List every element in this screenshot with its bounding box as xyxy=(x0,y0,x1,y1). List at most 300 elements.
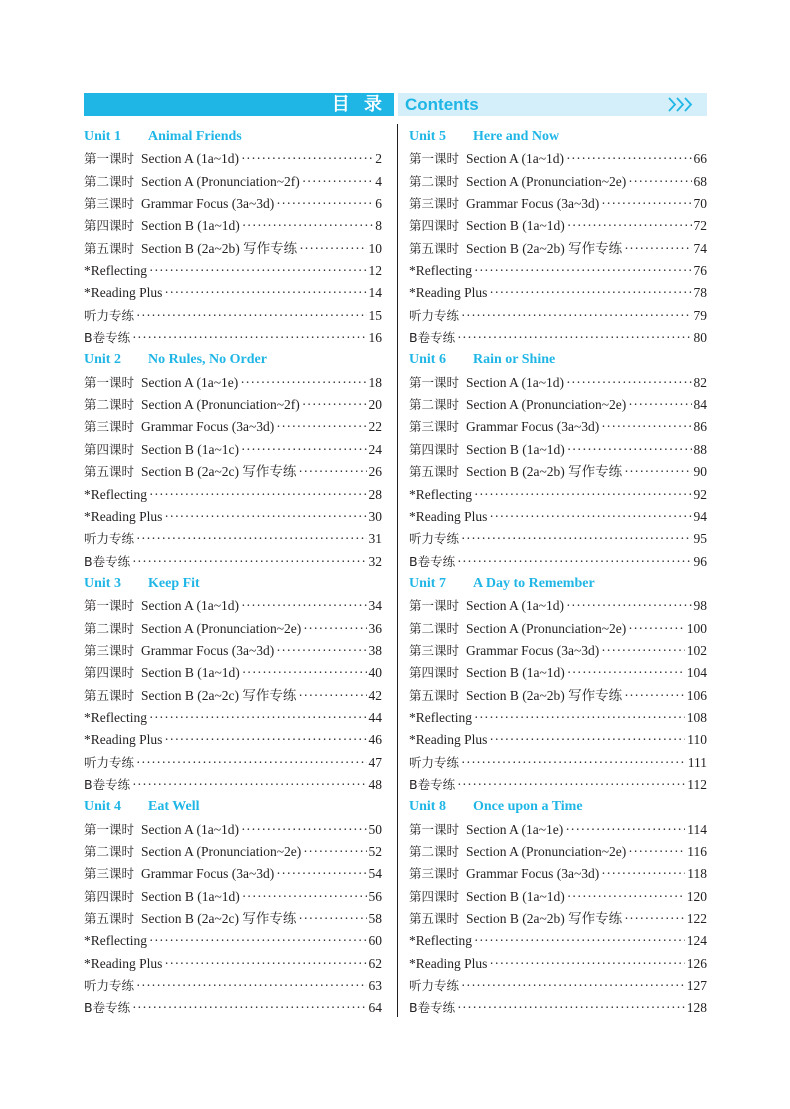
page-number: 20 xyxy=(368,397,382,413)
entry-lead: 听力专练 xyxy=(409,307,460,323)
dot-leader xyxy=(149,260,367,282)
toc-entry[interactable] xyxy=(84,662,382,684)
unit-title[interactable] xyxy=(84,349,382,371)
dot-leader xyxy=(242,662,367,684)
dot-leader xyxy=(136,528,366,550)
dot-leader xyxy=(628,394,691,416)
entry-lead: 第五课时 xyxy=(84,464,135,480)
unit-name: Keep Fit xyxy=(148,575,200,591)
entry-lead: *Reflecting xyxy=(84,486,147,502)
unit-number: Unit 3 xyxy=(84,575,121,591)
page-number: 110 xyxy=(687,732,707,748)
toc-entry[interactable] xyxy=(409,886,707,908)
dot-leader xyxy=(489,282,691,304)
dot-leader xyxy=(132,997,366,1019)
entry-lead: 第五课时 xyxy=(409,464,460,480)
toc-entry[interactable] xyxy=(409,640,707,662)
toc-entry[interactable] xyxy=(84,953,382,975)
toc-entry[interactable] xyxy=(409,707,707,729)
toc-entry[interactable] xyxy=(84,908,382,930)
entry-label: Section A (Pronunciation~2f) xyxy=(141,397,300,413)
toc-entry[interactable] xyxy=(409,416,707,438)
toc-entry[interactable] xyxy=(409,685,707,707)
entry-lead: 第一课时 xyxy=(84,374,135,390)
entry-label: Section A (1a~1d) xyxy=(141,598,240,614)
toc-entry[interactable] xyxy=(409,953,707,975)
dot-leader xyxy=(457,774,685,796)
entry-lead: 第四课时 xyxy=(84,441,135,457)
entry-label: Section A (Pronunciation~2e) xyxy=(466,173,627,189)
entry-lead: B卷专练 xyxy=(409,1000,456,1016)
page-number: 42 xyxy=(368,687,382,703)
entry-lead: 第五课时 xyxy=(84,911,135,927)
entry-lead: *Reading Plus xyxy=(409,508,488,524)
entry-lead: *Reading Plus xyxy=(84,508,163,524)
toc-entry[interactable] xyxy=(409,997,707,1019)
dot-leader xyxy=(136,975,366,997)
toc-entry[interactable] xyxy=(84,484,382,506)
dot-leader xyxy=(624,685,685,707)
dot-leader xyxy=(132,551,366,573)
entry-lead: B卷专练 xyxy=(409,553,456,569)
toc-entry[interactable] xyxy=(409,551,707,573)
page-number: 96 xyxy=(693,553,707,569)
page-number: 10 xyxy=(368,240,382,256)
page-number: 112 xyxy=(687,776,707,792)
dot-leader xyxy=(489,953,684,975)
entry-label: Grammar Focus (3a~3d) xyxy=(466,642,600,658)
entry-lead: *Reading Plus xyxy=(84,285,163,301)
dot-leader xyxy=(457,327,691,349)
entry-label: Section A (Pronunciation~2e) xyxy=(141,620,302,636)
page-number: 8 xyxy=(375,218,382,234)
entry-lead: 第四课时 xyxy=(409,665,460,681)
toc-entry[interactable] xyxy=(84,394,382,416)
dot-leader xyxy=(241,439,366,461)
page-number: 124 xyxy=(686,933,707,949)
page-number: 90 xyxy=(693,464,707,480)
toc-entry[interactable] xyxy=(409,372,707,394)
entry-lead: B卷专练 xyxy=(84,776,131,792)
dot-leader xyxy=(624,908,685,930)
toc-entry[interactable] xyxy=(409,841,707,863)
dot-leader xyxy=(242,886,367,908)
entry-lead: 第三课时 xyxy=(84,642,135,658)
entry-lead: 第四课时 xyxy=(409,888,460,904)
toc-entry[interactable] xyxy=(84,528,382,550)
entry-lead: B卷专练 xyxy=(84,330,131,346)
page-number: 74 xyxy=(693,240,707,256)
entry-label: Section B (2a~2b) 写作专练 xyxy=(466,240,623,256)
toc-entry[interactable] xyxy=(409,215,707,237)
page-number: 2 xyxy=(375,151,382,167)
page-number: 52 xyxy=(368,844,382,859)
unit-title[interactable] xyxy=(84,573,382,595)
toc-column-right xyxy=(409,126,707,1020)
dot-leader xyxy=(276,640,366,662)
entry-lead: 第一课时 xyxy=(409,151,460,167)
entry-lead: *Reading Plus xyxy=(84,732,163,748)
contents-header xyxy=(84,93,707,116)
dot-leader xyxy=(298,908,366,930)
toc-entry[interactable] xyxy=(409,327,707,349)
entry-lead: 听力专练 xyxy=(84,754,135,770)
page-number: 26 xyxy=(368,464,382,480)
unit-name: Here and Now xyxy=(473,129,560,144)
dot-leader xyxy=(164,282,366,304)
page-number: 62 xyxy=(368,955,382,971)
toc-entry[interactable] xyxy=(84,863,382,885)
toc-entry[interactable] xyxy=(84,886,382,908)
entry-lead: 第一课时 xyxy=(84,821,135,837)
entry-label: Section A (1a~1e) xyxy=(466,821,564,837)
page-number: 46 xyxy=(368,732,382,748)
page-number: 44 xyxy=(368,709,382,725)
entry-lead: *Reflecting xyxy=(84,263,147,279)
dot-leader xyxy=(474,484,692,506)
page-number: 114 xyxy=(687,821,707,837)
dot-leader xyxy=(298,461,366,483)
toc-entry[interactable] xyxy=(84,260,382,282)
entry-lead: 第三课时 xyxy=(409,642,460,658)
page-number: 50 xyxy=(368,821,382,837)
toc-entry[interactable] xyxy=(84,171,382,193)
dot-leader xyxy=(457,551,691,573)
page-number: 92 xyxy=(693,486,707,502)
unit-title[interactable] xyxy=(84,126,382,148)
entry-lead: 第一课时 xyxy=(409,598,460,614)
entry-lead: 听力专练 xyxy=(84,978,135,994)
toc-column-left xyxy=(84,126,382,1020)
unit-title[interactable] xyxy=(84,796,382,818)
dot-leader xyxy=(298,685,366,707)
toc-entry[interactable] xyxy=(84,416,382,438)
entry-lead: *Reflecting xyxy=(409,709,472,725)
dot-leader xyxy=(164,953,366,975)
page-number: 79 xyxy=(693,307,707,323)
entry-lead: *Reflecting xyxy=(409,263,472,279)
entry-lead: 第一课时 xyxy=(409,821,460,837)
toc-entry[interactable] xyxy=(84,819,382,841)
toc-entry[interactable] xyxy=(84,238,382,260)
unit-title[interactable] xyxy=(409,126,707,148)
dot-leader xyxy=(242,215,373,237)
dot-leader xyxy=(276,863,366,885)
toc-entry[interactable] xyxy=(84,640,382,662)
toc-entry[interactable] xyxy=(409,528,707,550)
toc-entry[interactable] xyxy=(84,439,382,461)
dot-leader xyxy=(303,618,366,640)
dot-leader xyxy=(624,461,691,483)
dot-leader xyxy=(489,506,691,528)
page-number: 118 xyxy=(687,866,707,882)
entry-label: Grammar Focus (3a~3d) xyxy=(466,866,600,882)
toc-entry[interactable] xyxy=(409,729,707,751)
entry-label: Section A (Pronunciation~2f) xyxy=(141,173,300,189)
toc-entry[interactable] xyxy=(84,282,382,304)
page-number: 108 xyxy=(686,709,707,725)
toc-entry[interactable] xyxy=(84,707,382,729)
entry-lead: 第四课时 xyxy=(84,888,135,904)
toc-entry[interactable] xyxy=(409,662,707,684)
toc-entry[interactable] xyxy=(409,506,707,528)
toc-entry[interactable] xyxy=(409,863,707,885)
header-title-en: Contents xyxy=(405,95,479,114)
entry-lead: 第三课时 xyxy=(409,419,460,435)
toc-entry[interactable] xyxy=(409,618,707,640)
page-number: 24 xyxy=(368,441,382,457)
entry-lead: *Reading Plus xyxy=(409,732,488,748)
toc-entry[interactable] xyxy=(84,774,382,796)
dot-leader xyxy=(601,416,691,438)
entry-lead: 第四课时 xyxy=(409,218,460,234)
entry-label: Section B (2a~2b) 写作专练 xyxy=(466,687,623,703)
toc-entry[interactable] xyxy=(84,729,382,751)
entry-label: Section A (1a~1d) xyxy=(466,151,565,167)
entry-lead: B卷专练 xyxy=(84,553,131,569)
page-number: 18 xyxy=(368,374,382,390)
dot-leader xyxy=(302,171,373,193)
entry-label: Section A (1a~1e) xyxy=(141,374,239,390)
page-number: 28 xyxy=(368,486,382,502)
dot-leader xyxy=(567,439,692,461)
page-number: 78 xyxy=(693,285,707,301)
toc-entry[interactable] xyxy=(84,327,382,349)
entry-label: Grammar Focus (3a~3d) xyxy=(466,196,600,212)
entry-lead: *Reflecting xyxy=(84,933,147,949)
dot-leader xyxy=(566,372,691,394)
entry-label: Section B (1a~1d) xyxy=(141,218,240,234)
entry-lead: 第五课时 xyxy=(84,687,135,703)
page-number: 40 xyxy=(368,665,382,681)
page-number: 31 xyxy=(368,531,382,547)
page-number: 70 xyxy=(693,196,707,212)
page-number: 95 xyxy=(693,531,707,547)
toc-entry[interactable] xyxy=(84,461,382,483)
page-number: 76 xyxy=(693,263,707,279)
toc-entry[interactable] xyxy=(409,439,707,461)
header-bar-light xyxy=(398,93,707,116)
entry-label: Section B (2a~2c) 写作专练 xyxy=(141,687,297,703)
page-number: 68 xyxy=(693,173,707,189)
dot-leader xyxy=(567,886,685,908)
entry-lead: 第五课时 xyxy=(84,240,135,256)
entry-label: Section B (2a~2b) 写作专练 xyxy=(141,240,298,256)
entry-lead: 第五课时 xyxy=(409,240,460,256)
dot-leader xyxy=(302,394,367,416)
dot-leader xyxy=(461,305,691,327)
toc-entry[interactable] xyxy=(84,975,382,997)
page-number: 64 xyxy=(368,1000,382,1016)
unit-number: Unit 6 xyxy=(409,352,446,368)
entry-label: Section A (Pronunciation~2e) xyxy=(466,620,627,636)
page-number: 128 xyxy=(686,1000,707,1016)
toc-entry[interactable] xyxy=(84,752,382,774)
toc-entry[interactable] xyxy=(84,506,382,528)
entry-label: Section A (1a~1d) xyxy=(141,151,240,167)
toc-entry[interactable] xyxy=(409,774,707,796)
dot-leader xyxy=(474,930,685,952)
page-number: 16 xyxy=(368,330,382,346)
entry-lead: 听力专练 xyxy=(84,307,135,323)
toc-entry[interactable] xyxy=(409,484,707,506)
unit-title[interactable] xyxy=(409,349,707,371)
entry-lead: 第三课时 xyxy=(84,419,135,435)
entry-lead: 第二课时 xyxy=(409,844,460,859)
entry-lead: 第一课时 xyxy=(84,151,135,167)
page-number: 48 xyxy=(368,776,382,792)
toc-entry[interactable] xyxy=(409,282,707,304)
entry-lead: B卷专练 xyxy=(84,1000,131,1016)
toc-entry[interactable] xyxy=(84,193,382,215)
entry-lead: B卷专练 xyxy=(409,776,456,792)
toc-entry[interactable] xyxy=(409,305,707,327)
toc-entry[interactable] xyxy=(84,551,382,573)
entry-lead: 第一课时 xyxy=(84,598,135,614)
entry-lead: *Reflecting xyxy=(409,486,472,502)
toc-entry[interactable] xyxy=(409,595,707,617)
page-number: 4 xyxy=(375,173,382,189)
toc-entry[interactable] xyxy=(409,260,707,282)
entry-label: Section B (2a~2c) 写作专练 xyxy=(141,464,297,480)
dot-leader xyxy=(461,528,691,550)
entry-label: Section B (2a~2b) 写作专练 xyxy=(466,911,623,927)
page-number: 120 xyxy=(686,888,707,904)
toc-entry[interactable] xyxy=(84,930,382,952)
entry-label: Section A (1a~1d) xyxy=(466,598,565,614)
toc-entry[interactable] xyxy=(409,752,707,774)
page-number: 86 xyxy=(693,419,707,435)
dot-leader xyxy=(601,640,684,662)
dot-leader xyxy=(601,193,691,215)
entry-label: Section B (2a~2b) 写作专练 xyxy=(466,464,623,480)
entry-lead: 听力专练 xyxy=(409,531,460,547)
entry-lead: *Reflecting xyxy=(409,933,472,949)
page-number: 30 xyxy=(368,508,382,524)
toc-entry[interactable] xyxy=(84,685,382,707)
dot-leader xyxy=(628,171,691,193)
toc-entry[interactable] xyxy=(409,461,707,483)
toc-entry[interactable] xyxy=(409,171,707,193)
dot-leader xyxy=(149,930,367,952)
page-number: 58 xyxy=(368,911,382,927)
unit-name: Once upon a Time xyxy=(473,799,583,815)
toc-entry[interactable] xyxy=(409,238,707,260)
page-number: 54 xyxy=(368,866,382,882)
dot-leader xyxy=(241,148,373,170)
dot-leader xyxy=(624,238,691,260)
toc-entry[interactable] xyxy=(84,148,382,170)
entry-label: Section B (1a~1d) xyxy=(466,218,565,234)
page-number: 36 xyxy=(368,620,382,636)
entry-lead: 第二课时 xyxy=(84,844,135,859)
dot-leader xyxy=(303,841,366,863)
dot-leader xyxy=(132,327,366,349)
toc-entry[interactable] xyxy=(409,975,707,997)
page-number: 14 xyxy=(368,285,382,301)
page-number: 102 xyxy=(686,642,707,658)
entry-label: Section B (1a~1d) xyxy=(141,665,240,681)
entry-label: Grammar Focus (3a~3d) xyxy=(466,419,600,435)
entry-lead: B卷专练 xyxy=(409,330,456,346)
unit-name: Eat Well xyxy=(148,799,200,815)
page-number: 22 xyxy=(368,419,382,435)
page-number: 66 xyxy=(693,151,707,167)
entry-label: Section A (Pronunciation~2e) xyxy=(141,844,302,859)
entry-lead: 听力专练 xyxy=(409,978,460,994)
entry-label: Grammar Focus (3a~3d) xyxy=(141,866,275,882)
dot-leader xyxy=(489,729,685,751)
page-number: 116 xyxy=(687,844,707,859)
entry-label: Section B (1a~1d) xyxy=(466,665,565,681)
dot-leader xyxy=(565,819,685,841)
toc-entry[interactable] xyxy=(84,215,382,237)
page-number: 34 xyxy=(368,598,382,614)
dot-leader xyxy=(461,752,686,774)
dot-leader xyxy=(474,707,685,729)
toc-entry[interactable] xyxy=(409,148,707,170)
toc-entry[interactable] xyxy=(84,618,382,640)
toc-entry[interactable] xyxy=(409,819,707,841)
toc-entry[interactable] xyxy=(409,193,707,215)
entry-lead: 第二课时 xyxy=(409,173,460,189)
entry-lead: 第三课时 xyxy=(409,866,460,882)
toc-entry[interactable] xyxy=(84,372,382,394)
toc-entry[interactable] xyxy=(84,305,382,327)
toc-entry[interactable] xyxy=(84,595,382,617)
toc-entry[interactable] xyxy=(409,930,707,952)
page-number: 72 xyxy=(693,218,707,234)
page-number: 82 xyxy=(693,374,707,390)
toc-entry[interactable] xyxy=(409,394,707,416)
entry-lead: 听力专练 xyxy=(409,754,460,770)
dot-leader xyxy=(149,707,367,729)
unit-number: Unit 1 xyxy=(84,129,121,144)
dot-leader xyxy=(240,372,366,394)
page-number: 47 xyxy=(368,754,382,770)
dot-leader xyxy=(566,148,691,170)
page-number: 63 xyxy=(368,978,382,994)
dot-leader xyxy=(276,416,366,438)
unit-title[interactable] xyxy=(409,573,707,595)
toc-entry[interactable] xyxy=(409,908,707,930)
column-divider xyxy=(397,124,398,1017)
entry-lead: 第二课时 xyxy=(409,620,460,636)
entry-label: Section A (1a~1d) xyxy=(466,374,565,390)
dot-leader xyxy=(457,997,685,1019)
toc-entry[interactable] xyxy=(84,997,382,1019)
entry-label: Section A (Pronunciation~2e) xyxy=(466,844,627,859)
triple-chevron-right-icon xyxy=(667,96,693,113)
page-number: 80 xyxy=(693,330,707,346)
toc-entry[interactable] xyxy=(84,841,382,863)
page-number: 98 xyxy=(693,598,707,614)
entry-lead: 第三课时 xyxy=(409,196,460,212)
unit-name: Animal Friends xyxy=(148,129,242,144)
unit-title[interactable] xyxy=(409,796,707,818)
entry-label: Section B (1a~1d) xyxy=(141,888,240,904)
dot-leader xyxy=(241,595,366,617)
unit-name: Rain or Shine xyxy=(473,352,556,368)
entry-lead: 第四课时 xyxy=(409,441,460,457)
unit-number: Unit 7 xyxy=(409,575,446,591)
page-number: 126 xyxy=(686,955,707,971)
page-number: 88 xyxy=(693,441,707,457)
dot-leader xyxy=(567,215,692,237)
dot-leader xyxy=(241,819,366,841)
unit-name: No Rules, No Order xyxy=(148,352,267,368)
page-number: 100 xyxy=(686,620,707,636)
